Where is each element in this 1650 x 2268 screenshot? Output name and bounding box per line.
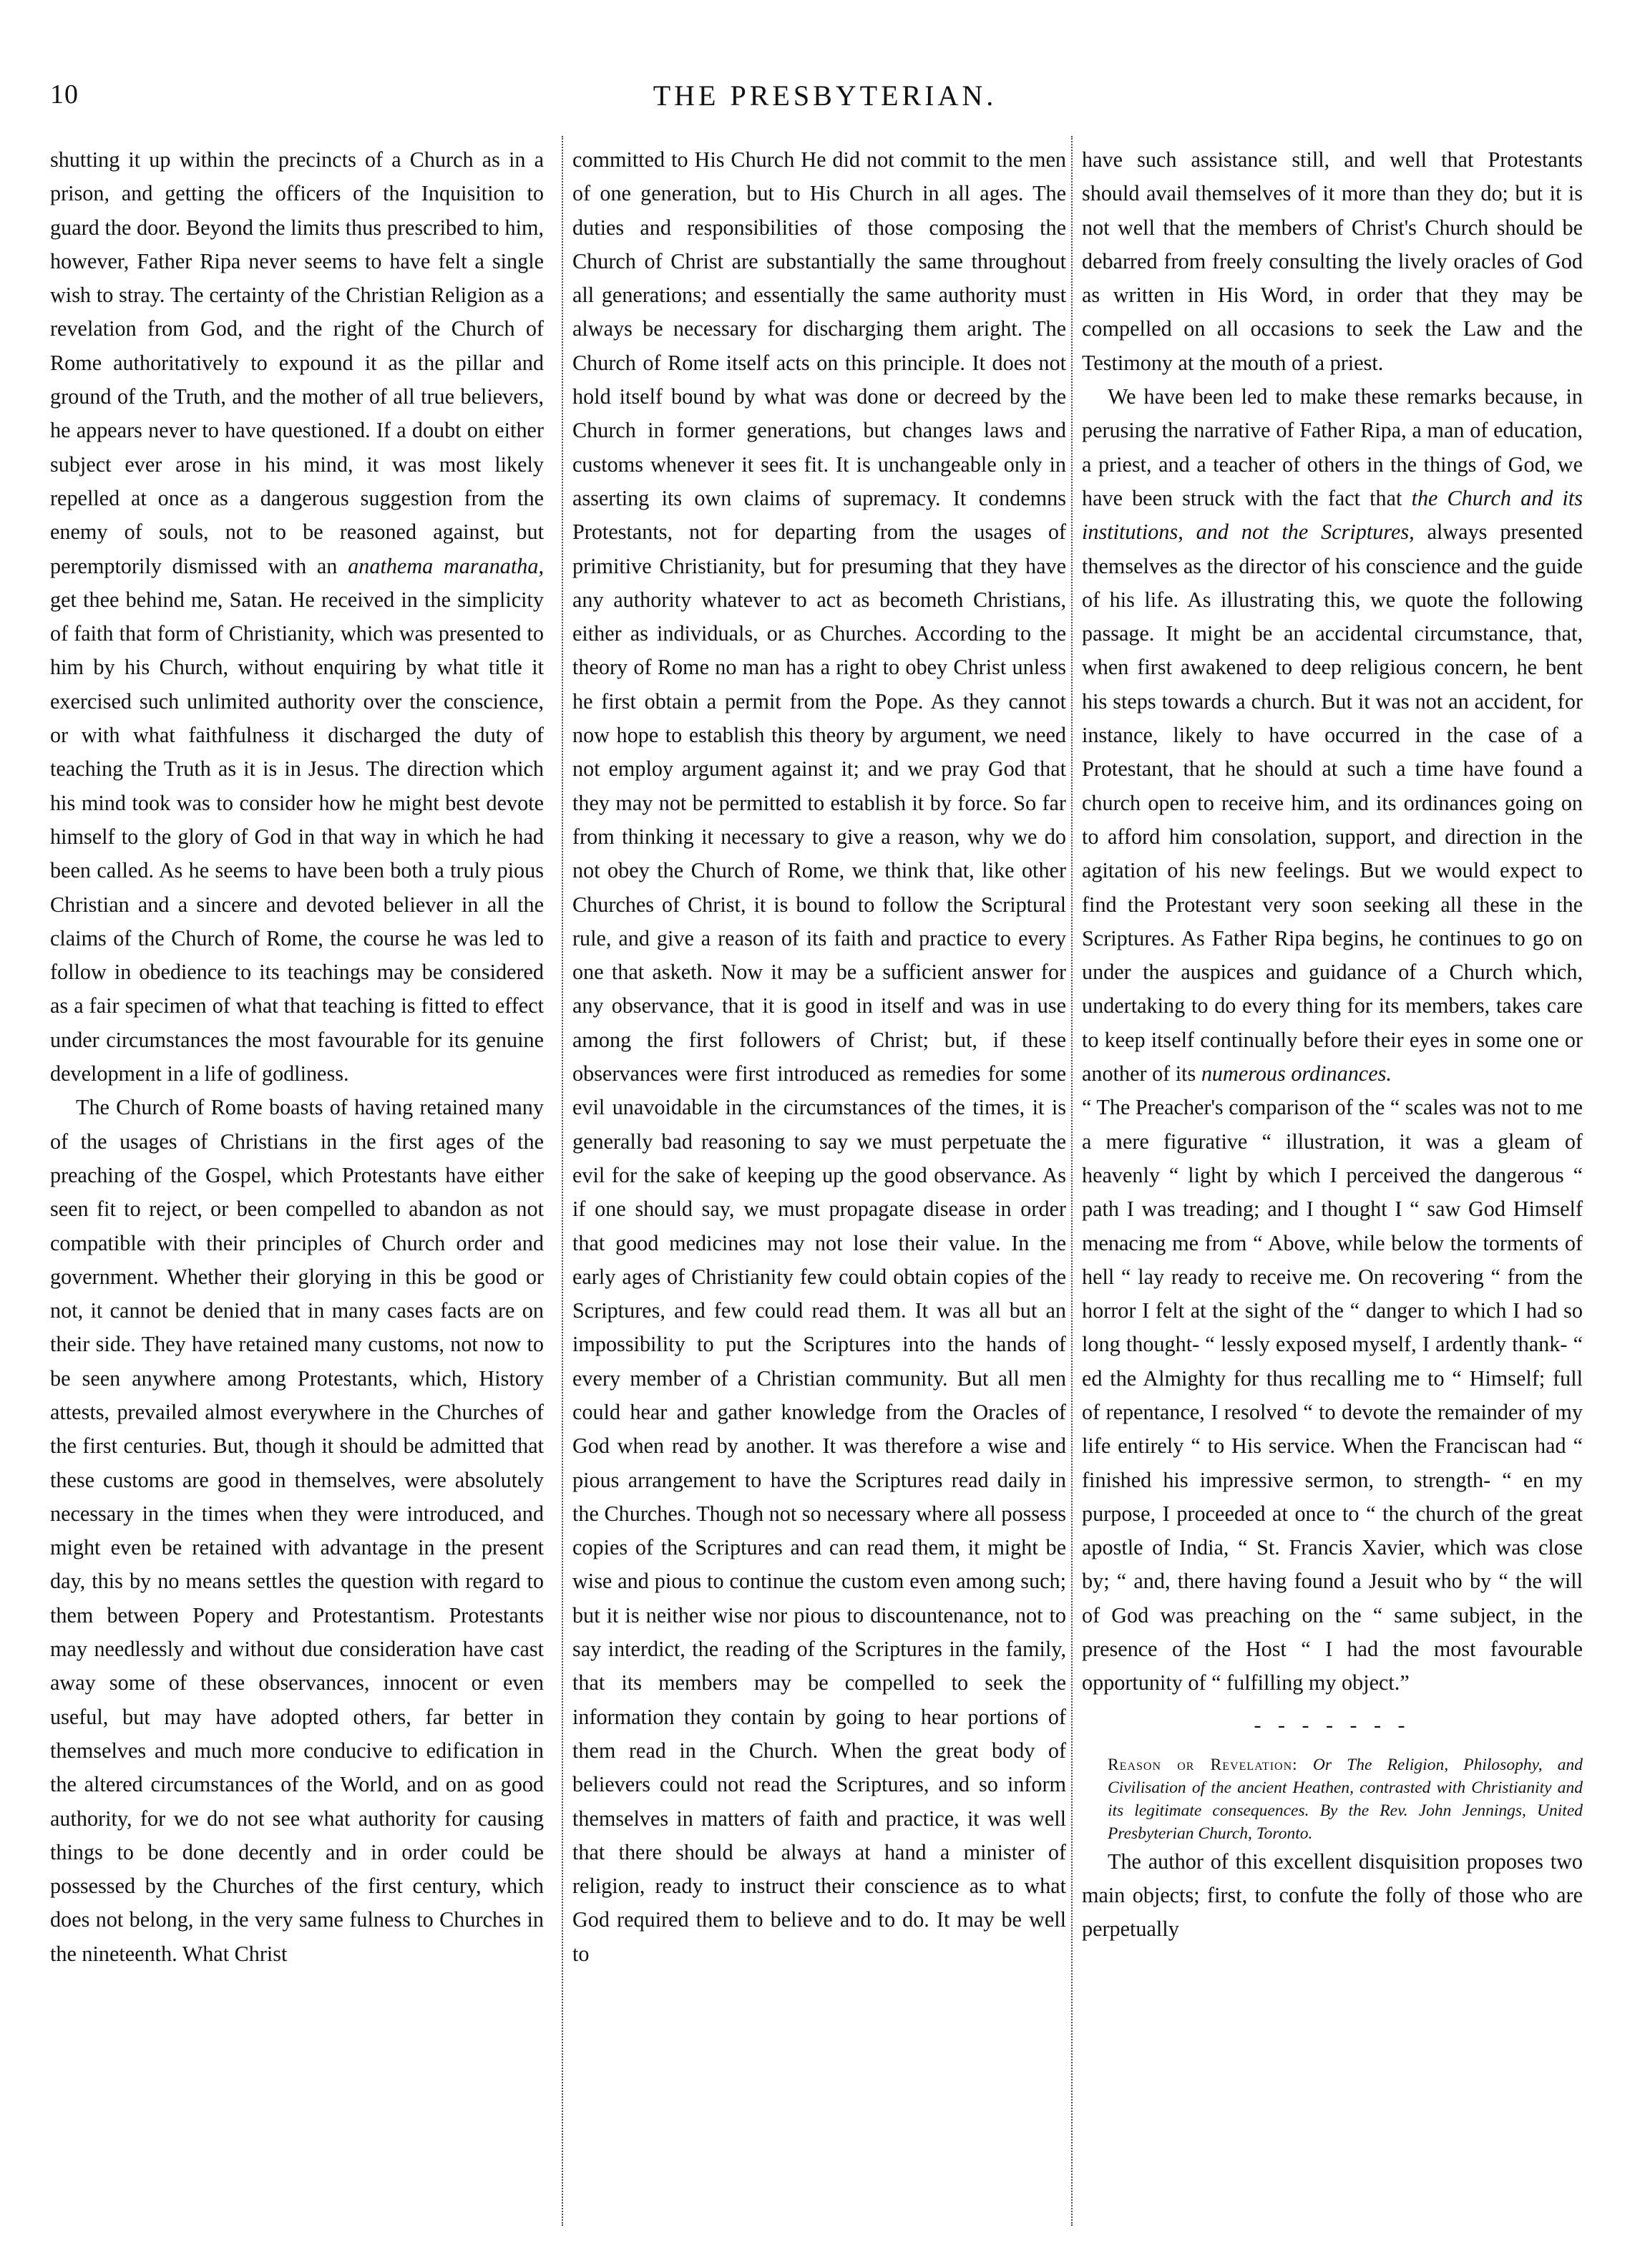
paragraph: The author of this excellent disquisition proposes two main objects; first, to confute the folly of those who are perpetually xyxy=(1082,1849,1583,1942)
paragraph: committed to His Church He did not commit to the men of one generation, but to His Church in all ages. The duties and responsibilities of those composing the Church of Christ are substantially the same throughout all generations; and essentially the same authority must always be necessary for discharging them aright. The Church of Rome itself acts on this principle. It does not hold itself bound by what was done or decreed by the Church in former generations, but changes laws and customs whenever it sees fit. It is unchangeable only in asserting its own claims of supremacy. It condemns Protestants, not for departing from the usages of primitive Christianity, but for presuming that they have any authority whatever to act as becometh Christians, either as individuals, or as Churches. According to the theory of Rome no man has a right to obey Christ unless he first obtain a permit from the Pope. As they cannot now hope to establish this theory by argument, we need not employ argument against it; and we pray God that they may not be permitted to establish it by force. So far from thinking it necessary to give a reason, why we do not obey the Church of Rome, we think that, like other Churches of Christ, it is bound to follow the Scriptural rule, and give a reason of its faith and practice to every one that asketh. Now it may be a sufficient answer for any observance, that it is good in itself and was in use among the first followers of Christ; but, if these observances were first introduced as remedies for some evil unavoidable in the circumstances of the times, it is generally bad reasoning to say we must perpetuate the evil for the sake of keeping up the good observance. As if one should say, we must propagate disease in order that good medicines may not lose their value. In the early ages of Christianity few could obtain copies of the Scriptures, and few could read them. It was all but an impossibility to put the Scriptures into the hands of every member of a Christian community. But all men could hear and gather knowledge from the Oracles of God when read by another. It was therefore a wise and pious arrangement to have the Scriptures read daily in the Churches. Though not so necessary where all possess copies of the Scriptures and can read them, it might be wise and pious to continue the custom even among such; but it is neither wise nor pious to discountenance, not to say interdict, the reading of the Scriptures in the family, that its members may be compelled to seek the information they contain by going to hear portions of them read in the Church. When the great body of believers could not read the Scriptures, and so inform themselves in matters of faith and practice, it was well that there should be always at hand a minister of religion, ready to instruct their conscience as to what God required them to believe and to do. It may be well to xyxy=(572,147,1066,1966)
paragraph: shutting it up within the precincts of a Church as in a prison, and getting the officers of the Inquisition to guard the door. Beyond the limits thus prescribed to him, however, Father Ripa never seems to have felt a single wish to stray. The certainty of the Christian Religion as a revelation from God, and the right of the Church of Rome authoritatively to expound it as the pillar and ground of the Truth, and the mother of all true believers, he appears never to have questioned. If a doubt on either subject ever arose in his mind, it was most likely repelled at once as a dangerous suggestion from the enemy of souls, not to be reasoned against, but peremptorily dismissed with an anathema maranatha, get thee behind me, Satan. He received in the simplicity of faith that form of Christianity, which was presented to him by his Church, without enquiring by what title it exercised such unlimited authority over the conscience, or with what faithfulness it discharged the duty of teaching the Truth as it is in Jesus. The direction which his mind took was to consider how he might best devote himself to the glory of God in that way in which he had been called. As he seems to have been both a truly pious Christian and a sincere and devoted believer in all the claims of the Church of Rome, the course he was led to follow in obedience to its teachings may be considered as a fair specimen of what that teaching is fitted to effect under circumstances the most favourable for its genuine development in a life of godliness. xyxy=(50,147,544,1086)
section-separator: - - - - - - - xyxy=(1254,1713,1411,1737)
column-divider xyxy=(1071,136,1073,2226)
page-header xyxy=(50,79,1600,122)
review-heading: Reason or Revelation: Or The Religion, Philosophy, and Civilisation of the ancient Heathen, contrasted with Christianity and its legitimate consequences. By the Rev. John Jennings, United Presbyterian Church, Toronto. xyxy=(1108,1755,1583,1843)
column-left xyxy=(50,143,544,1971)
column-divider xyxy=(562,136,563,2226)
paragraph: have such assistance still, and well that Protestants should avail themselves of it more than they do; but it is not well that the members of Christ's Church should be debarred from freely consulting the lively oracles of God as written in His Word, in order that they may be compelled on all occasions to seek the Law and the Testimony at the mouth of a priest. xyxy=(1082,147,1583,375)
paragraph: We have been led to make these remarks because, in perusing the narrative of Father Ripa, a man of education, a priest, and a teacher of others in the things of God, we have been struck with the fact that the Church and its institutions, and not the Scriptures, always presented themselves as the director of his conscience and the guide of his life. As illustrating this, we quote the following passage. It might be an accidental circumstance, that, when first awakened to deep religious concern, he bent his steps towards a church. But it was not an accident, for instance, likely to have occurred in the case of a Protestant, that he should at such a time have found a church open to receive him, and its ordinances going on to afford him consolation, support, and direction in the agitation of his new feelings. But we would expect to find the Protestant very soon seeking all these in the Scriptures. As Father Ripa begins, he continues to go on under the auspices and guidance of a Church which, undertaking to do every thing for its members, takes care to keep itself continually before their eyes in some one or another of its numerous ordinances. xyxy=(1082,384,1583,1086)
column-middle xyxy=(572,143,1066,1971)
block-quote xyxy=(1082,1091,1583,1700)
page-number: 10 xyxy=(50,79,79,109)
running-title: THE PRESBYTERIAN. xyxy=(653,79,997,112)
column-right xyxy=(1082,143,1583,1947)
paragraph: The Church of Rome boasts of having retained many of the usages of Christians in the first ages of the preaching of the Gospel, which Protestants have either seen fit to reject, or been compelled to abandon as not compatible with their principles of Church order and government. Whether their glorying in this be good or not, it cannot be denied that in many cases facts are on their side. They have retained many customs, not now to be seen anywhere among Protestants, which, History attests, prevailed almost everywhere in the Churches of the first centuries. But, though it should be admitted that these customs are good in themselves, were absolutely necessary in the times when they were introduced, and might even be retained with advantage in the present day, this by no means settles the question with regard to them between Popery and Protestantism. Protestants may needlessly and without due consideration have cast away some of these observances, innocent or even useful, but may have adopted others, far better in themselves and much more conducive to edification in the altered circumstances of the World, and on as good authority, for we do not see what authority for causing things to be done decently and in order could be possessed by the Churches of the first century, which does not belong, in the very same fulness to Churches in the nineteenth. What Christ xyxy=(50,1095,544,1966)
quote-text: “ The Preacher's comparison of the “ scales was not to me a mere figurative “ illustration, it was a gleam of heavenly “ light by which I perceived the dangerous “ path I was treading; and I thought I “ saw God Himself menacing me from “ Above, while below the torments of hell “ lay ready to receive me. On recovering “ from the horror I felt at the sight of the “ danger to which I had so long thought- “ lessly exposed myself, I ardently thank- “ ed the Almighty for thus recalling me to “ Himself; full of repentance, I resolved “ to devote the remainder of my life entirely “ to His service. When the Franciscan had “ finished his impressive sermon, to strength- “ en my purpose, I proceeded at once to “ the church of the great apostle of India, “ St. Francis Xavier, which was close by; “ and, there having found a Jesuit who by “ the will of God was preaching on the “ same subject, in the presence of the Host “ I had the most favourable opportunity of “ fulfilling my object.” xyxy=(1082,1095,1583,1695)
